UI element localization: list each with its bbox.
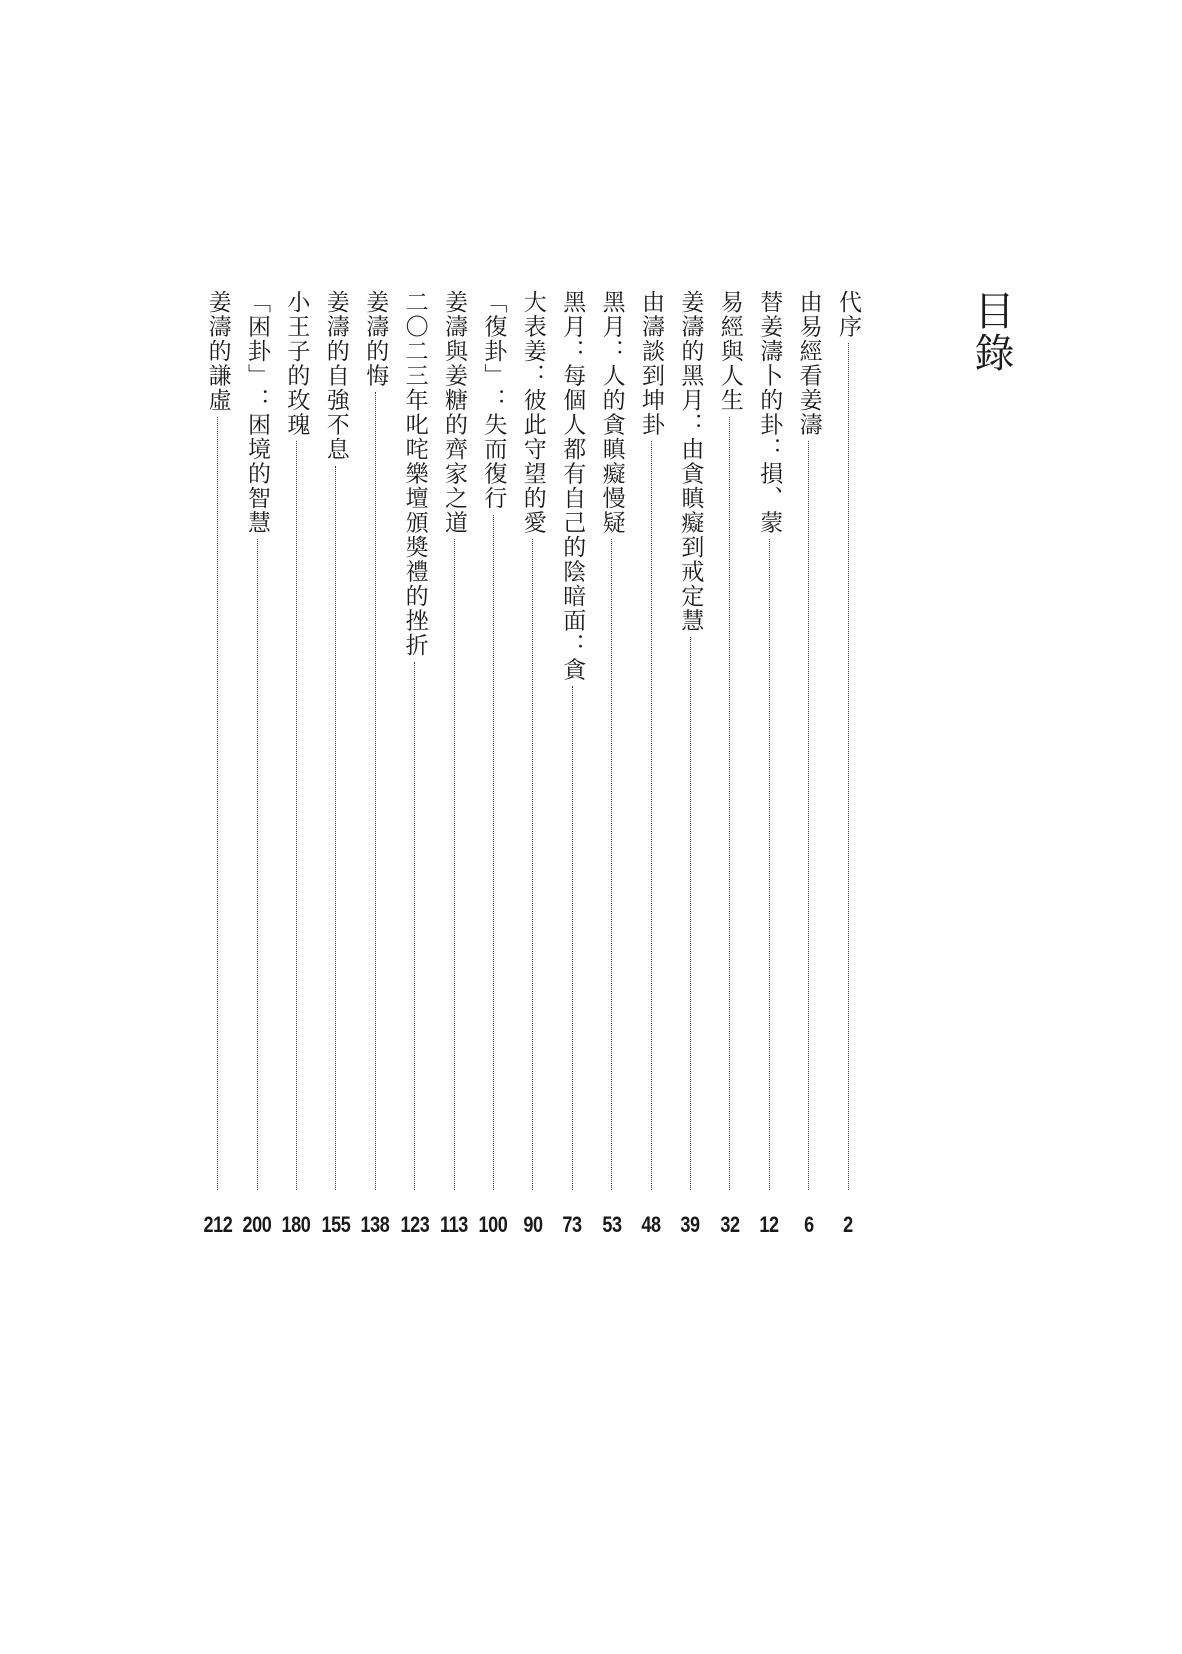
dotted-leader (296, 441, 297, 1190)
toc-entry-title: 姜濤的悔 (362, 290, 389, 388)
toc-entry-line (710, 290, 750, 1190)
toc-entry-line (749, 290, 789, 1190)
toc-entry-title: 姜濤與姜糖的齊家之道 (441, 290, 467, 535)
dotted-leader (690, 637, 691, 1190)
toc-entry-line (355, 290, 395, 1190)
dotted-leader (375, 392, 376, 1190)
dotted-leader (454, 539, 455, 1190)
toc-entry-title: 二〇二三年叱咤樂壇頒奬禮的挫折 (401, 290, 428, 658)
toc-entry-line (276, 290, 316, 1190)
toc-entry-line (789, 290, 829, 1190)
toc-entry[interactable] (198, 290, 238, 1237)
toc-entry-page-number: 2 (843, 1212, 853, 1237)
toc-entry[interactable] (434, 290, 474, 1237)
dotted-leader (769, 539, 770, 1190)
toc-entry-title: 姜濤的黑月：由貪瞋癡到戒定慧 (677, 290, 704, 633)
toc-entry-title: 替姜濤卜的卦：損、蒙 (756, 290, 783, 535)
toc-entry[interactable] (789, 290, 829, 1237)
dotted-leader (848, 343, 849, 1190)
toc-entry[interactable] (710, 290, 750, 1237)
toc-entry-title: 姜濤的謙虛 (204, 290, 231, 413)
toc-entry-line (395, 290, 435, 1190)
dotted-leader (532, 539, 533, 1190)
toc-entry[interactable] (749, 290, 789, 1237)
toc-entry-page-number: 48 (641, 1212, 661, 1237)
toc-entry[interactable] (276, 290, 316, 1237)
toc-entry-title: 姜濤的自強不息 (322, 290, 349, 462)
toc-entry-title: 由濤談到坤卦 (638, 290, 664, 437)
dotted-leader (257, 539, 258, 1190)
toc-entry-title: 黑月：每個人都有自己的陰暗面：貪 (559, 290, 586, 682)
toc-entry-page-number: 100 (478, 1212, 508, 1237)
toc-entry-page-number: 6 (803, 1212, 814, 1237)
toc-entry-line (592, 290, 632, 1190)
page-title: 目錄 (968, 290, 1014, 374)
toc-entry[interactable] (670, 290, 710, 1237)
toc-entry-line (670, 290, 710, 1190)
dotted-leader (493, 515, 494, 1191)
toc-entry[interactable] (237, 290, 277, 1237)
toc-entry[interactable] (552, 290, 592, 1237)
toc-entry-title: 黑月：人的貪瞋癡慢疑 (598, 290, 625, 535)
toc-entry-line (513, 290, 553, 1190)
toc-entry-line (473, 290, 513, 1190)
dotted-leader (335, 466, 336, 1191)
toc-entry[interactable] (355, 290, 395, 1237)
toc-entry-title: 小王子的玫瑰 (283, 290, 310, 437)
dotted-leader (808, 441, 809, 1190)
toc-entry-page-number: 12 (759, 1212, 779, 1237)
toc-entry-page-number: 73 (562, 1212, 582, 1237)
toc-entry-line (237, 290, 277, 1190)
dotted-leader (611, 539, 612, 1190)
toc-entry[interactable] (828, 290, 868, 1237)
toc-entry-line (316, 290, 356, 1190)
toc-entry[interactable] (395, 290, 435, 1237)
toc-entry[interactable] (316, 290, 356, 1237)
toc-entry-page-number: 53 (601, 1212, 622, 1237)
toc-entry-title: 易經與人生 (716, 290, 743, 413)
toc-entry-line (434, 290, 474, 1190)
toc-entry-page-number: 138 (360, 1212, 390, 1237)
toc-entry-title: 「復卦」：失而復行 (480, 290, 507, 511)
toc-entry-line (198, 290, 238, 1190)
dotted-leader (572, 686, 573, 1190)
toc-entry-page-number: 32 (720, 1212, 740, 1237)
toc-entry-line (552, 290, 592, 1190)
toc-entry-page-number: 155 (321, 1212, 351, 1237)
dotted-leader (217, 417, 218, 1191)
toc-entry-page-number: 113 (440, 1212, 468, 1237)
toc-entry-title: 「困卦」：困境的智慧 (244, 290, 270, 535)
toc-entry[interactable] (631, 290, 671, 1237)
dotted-leader (651, 441, 652, 1190)
toc-entry-page-number: 90 (523, 1212, 543, 1237)
toc-entry-page-number: 39 (680, 1212, 701, 1237)
toc-entry-line (631, 290, 671, 1190)
dotted-leader (414, 662, 415, 1191)
toc-entry-page-number: 123 (400, 1212, 430, 1237)
toc-entry-title: 代序 (835, 290, 861, 339)
dotted-leader (729, 417, 730, 1191)
toc-entry-title: 大表姜：彼此守望的愛 (519, 290, 546, 535)
toc-entry-page-number: 200 (242, 1212, 272, 1237)
toc-entry-title: 由易經看姜濤 (795, 290, 822, 437)
toc-entry-page-number: 180 (281, 1212, 311, 1237)
toc-entry-page-number: 212 (203, 1212, 233, 1237)
toc-entry[interactable] (513, 290, 553, 1237)
toc-entry[interactable] (473, 290, 513, 1237)
toc-entry-line (828, 290, 868, 1190)
toc-entry[interactable] (592, 290, 632, 1237)
